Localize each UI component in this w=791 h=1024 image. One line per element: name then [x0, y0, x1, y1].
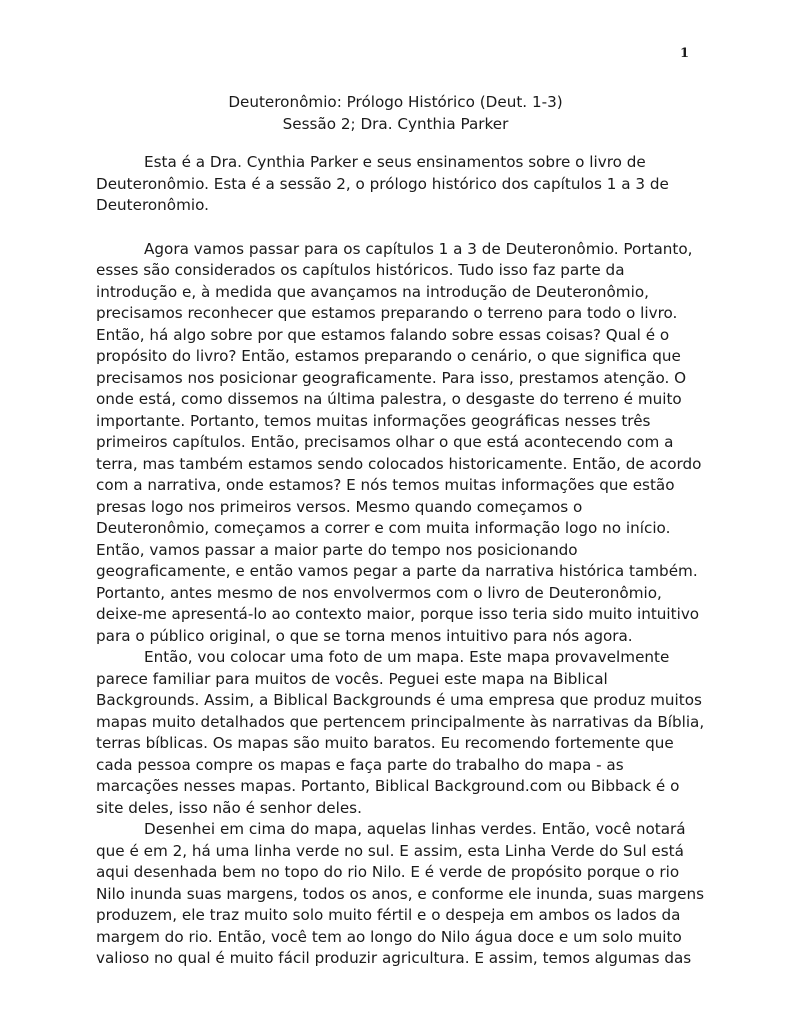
text-line: Esta é a Dra. Cynthia Parker e seus ensinamentos sobre o livro de [144, 153, 646, 171]
text-line: aqui desenhada bem no topo do rio Nilo. E é verde de propósito porque o rio [96, 863, 680, 881]
text-line: propósito do livro? Então, estamos preparando o cenário, o que significa que [96, 347, 681, 365]
text-line: mapas muito detalhados que pertencem principalmente às narrativas da Bíblia, [96, 712, 705, 731]
text-line: Backgrounds. Assim, a Biblical Backgrounds é uma empresa que produz muitos [96, 691, 702, 709]
text-line: introdução e, à medida que avançamos na introdução de Deuteronômio, [96, 282, 649, 301]
paragraph-2 [96, 239, 702, 648]
text-line: para o público original, o que se torna menos intuitivo para nós agora. [96, 626, 633, 645]
text-line: Desenhei em cima do mapa, aquelas linhas verdes. Então, você notará [144, 820, 686, 838]
text-line: parece familiar para muitos de vocês. Peguei este mapa na Biblical [96, 669, 608, 688]
text-line: Então, vamos passar a maior parte do tempo nos posicionando [96, 540, 578, 559]
text-line: Agora vamos passar para os capítulos 1 a 3 de Deuteronômio. Portanto, [144, 239, 693, 258]
text-line: deixe-me apresentá-lo ao contexto maior, porque isso teria sido muito intuitivo [96, 605, 700, 623]
paragraph-3 [96, 647, 705, 819]
text-line: Nilo inunda suas margens, todos os anos, e conforme ele inunda, suas margens [96, 884, 705, 903]
text-line: Portanto, antes mesmo de nos envolvermos com o livro de Deuteronômio, [96, 583, 662, 602]
text-line: valioso no qual é muito fácil produzir agricultura. E assim, temos algumas das [96, 949, 692, 967]
body-text [96, 152, 705, 970]
title-line-2: Sessão 2; Dra. Cynthia Parker [282, 114, 509, 133]
text-line: marcações nesses mapas. Portanto, Biblical Background.com ou Bibback é o [96, 777, 680, 795]
text-line: geograficamente, e então vamos pegar a parte da narrativa histórica também. [96, 562, 698, 580]
text-line: presas logo nos primeiros versos. Mesmo quando começamos o [96, 497, 583, 516]
text-line: Então, vou colocar uma foto de um mapa. Este mapa provavelmente [144, 648, 670, 666]
text-line: precisamos reconhecer que estamos preparando o terreno para todo o livro. [96, 304, 678, 322]
page-number: 1 [680, 46, 690, 61]
text-line: precisamos nos posicionar geograficamente. Para isso, prestamos atenção. O [96, 368, 687, 387]
text-line: importante. Portanto, temos muitas informações geográficas nesses três [96, 411, 651, 430]
text-line: que é em 2, há uma linha verde no sul. E assim, esta Linha Verde do Sul está [96, 841, 684, 860]
text-line: esses são considerados os capítulos históricos. Tudo isso faz parte da [96, 261, 625, 279]
text-line: Deuteronômio, começamos a correr e com muita informação logo no início. [96, 519, 671, 537]
text-line: site deles, isso não é senhor deles. [96, 798, 362, 817]
title-block [96, 92, 695, 135]
paragraph-4 [96, 819, 705, 970]
text-line: primeiros capítulos. Então, precisamos olhar o que está acontecendo com a [96, 433, 674, 451]
text-line: terra, mas também estamos sendo colocados historicamente. Então, de acordo [96, 454, 702, 473]
text-line: onde está, como dissemos na última palestra, o desgaste do terreno é muito [96, 390, 682, 408]
text-line: terras bíblicas. Os mapas são muito baratos. Eu recomendo fortemente que [96, 734, 674, 752]
text-line: cada pessoa compre os mapas e faça parte do trabalho do mapa - as [96, 755, 624, 774]
paragraph-1 [96, 152, 695, 217]
text-line: margem do rio. Então, você tem ao longo do Nilo água doce e um solo muito [96, 927, 682, 946]
text-line: Então, há algo sobre por que estamos falando sobre essas coisas? Qual é o [96, 325, 670, 344]
text-line: Deuteronômio. [96, 196, 209, 214]
text-line: Deuteronômio. Esta é a sessão 2, o prólogo histórico dos capítulos 1 a 3 de [96, 174, 669, 193]
paragraph-gap [96, 217, 695, 239]
text-line: com a narrativa, onde estamos? E nós temos muitas informações que estão [96, 476, 675, 494]
text-line: produzem, ele traz muito solo muito fértil e o despeja em ambos os lados da [96, 906, 681, 924]
title-line-1: Deuteronômio: Prólogo Histórico (Deut. 1-3) [228, 93, 563, 111]
